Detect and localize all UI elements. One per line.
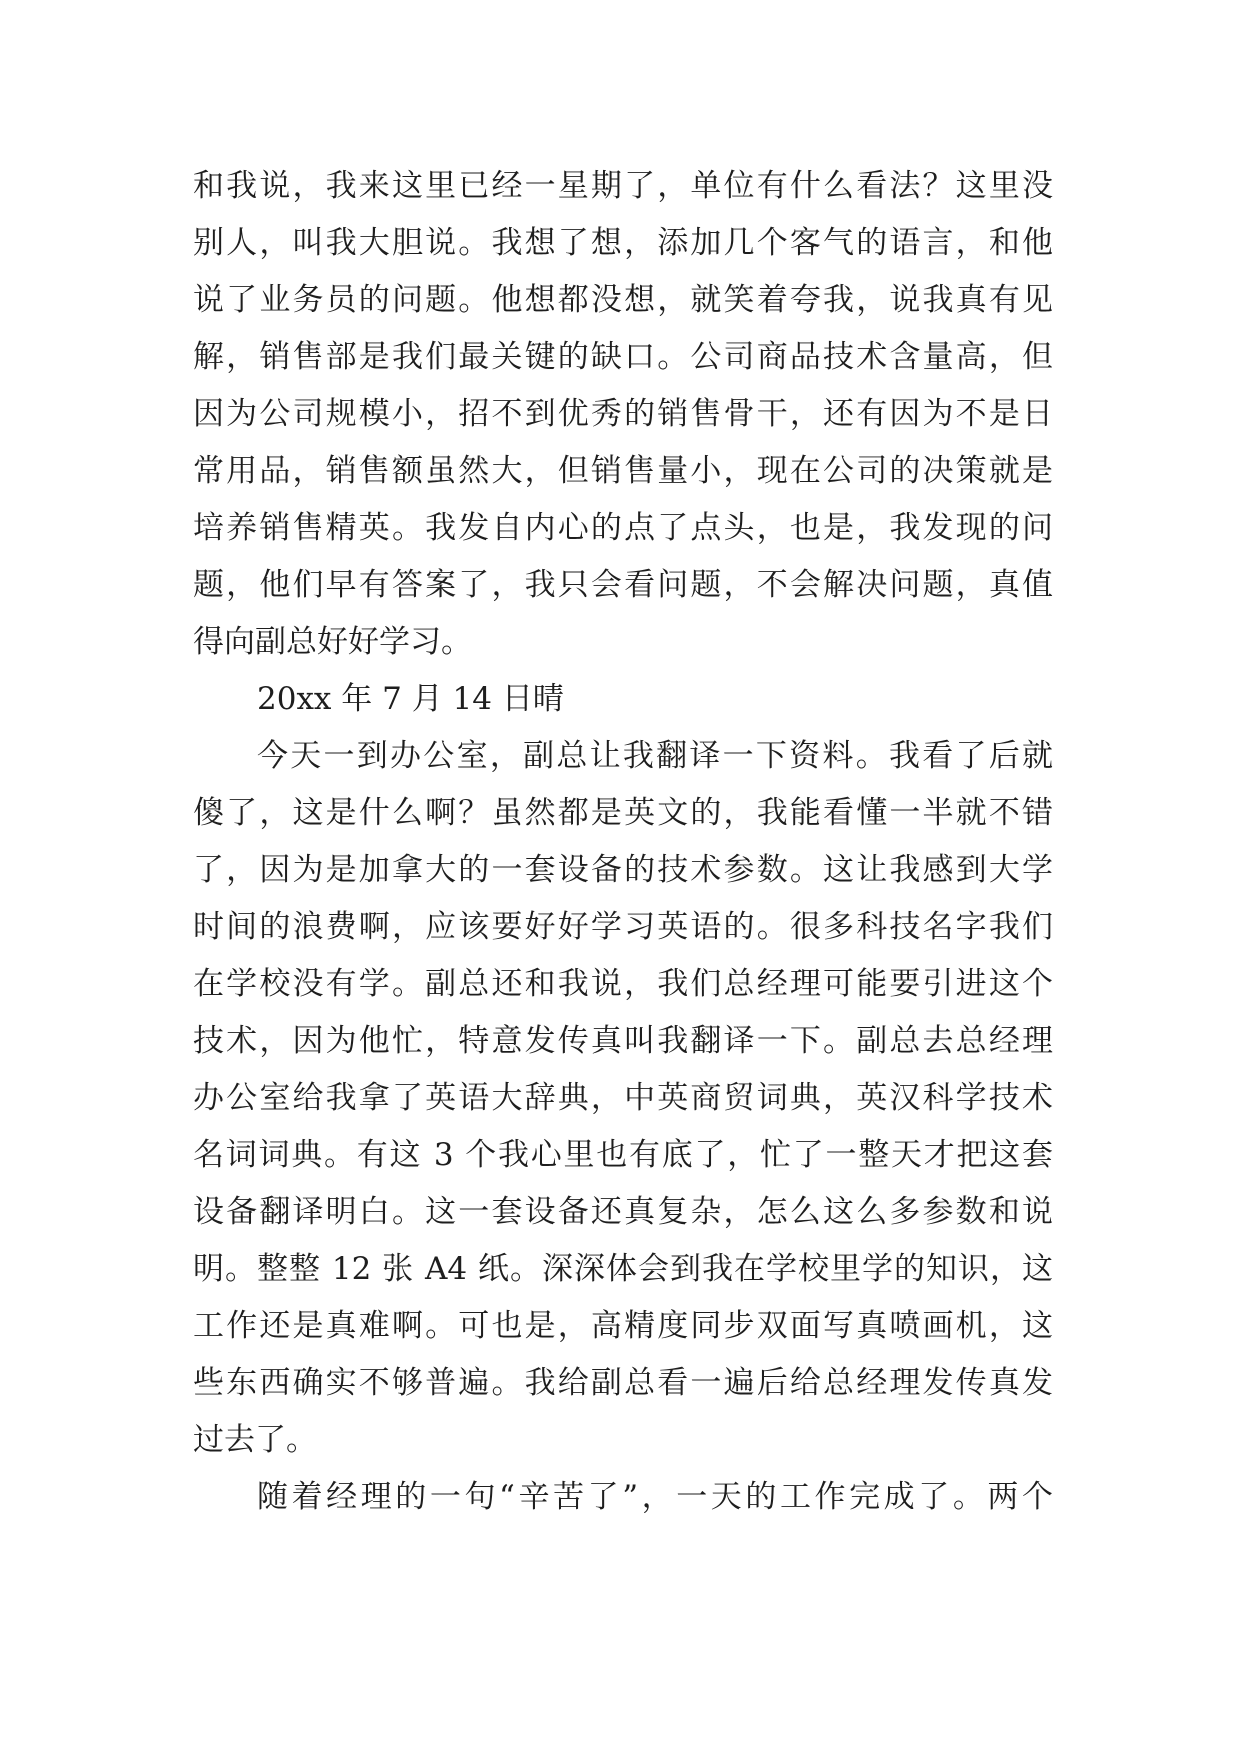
text-line: 些东西确实不够普遍。我给副总看一遍后给总经理发传真发 — [193, 1365, 1053, 1401]
text-line: 时间的浪费啊，应该要好好学习英语的。很多科技名字我们 — [193, 909, 1053, 945]
text-line: 办公室给我拿了英语大辞典，中英商贸词典，英汉科学技术 — [193, 1080, 1053, 1116]
text-line: 了，因为是加拿大的一套设备的技术参数。这让我感到大学 — [193, 852, 1053, 888]
document-body — [193, 158, 1053, 1526]
text-line: 明。整整 12 张 A4 纸。深深体会到我在学校里学的知识，这 — [193, 1251, 1053, 1287]
text-line: 名词词典。有这 3 个我心里也有底了，忙了一整天才把这套 — [193, 1137, 1053, 1173]
text-line: 今天一到办公室，副总让我翻译一下资料。我看了后就 — [257, 738, 1053, 774]
text-line: 工作还是真难啊。可也是，高精度同步双面写真喷画机，这 — [193, 1308, 1053, 1344]
text-line: 在学校没有学。副总还和我说，我们总经理可能要引进这个 — [193, 966, 1053, 1002]
text-line: 因为公司规模小，招不到优秀的销售骨干，还有因为不是日 — [193, 396, 1053, 432]
date-line: 20xx 年 7 月 14 日晴 — [257, 681, 564, 717]
text-line: 设备翻译明白。这一套设备还真复杂，怎么这么多参数和说 — [193, 1194, 1053, 1230]
text-line: 随着经理的一句“辛苦了”，一天的工作完成了。两个 — [257, 1479, 1053, 1515]
text-line: 说了业务员的问题。他想都没想，就笑着夸我，说我真有见 — [193, 282, 1053, 318]
text-line: 过去了。 — [193, 1422, 317, 1458]
text-line: 技术，因为他忙，特意发传真叫我翻译一下。副总去总经理 — [193, 1023, 1053, 1059]
text-line: 常用品，销售额虽然大，但销售量小，现在公司的决策就是 — [193, 453, 1053, 489]
text-line: 得向副总好好学习。 — [193, 624, 472, 660]
text-line: 别人，叫我大胆说。我想了想，添加几个客气的语言，和他 — [193, 225, 1053, 261]
text-line: 题，他们早有答案了，我只会看问题，不会解决问题，真值 — [193, 567, 1053, 603]
text-line: 培养销售精英。我发自内心的点了点头，也是，我发现的问 — [193, 510, 1053, 546]
text-line: 解，销售部是我们最关键的缺口。公司商品技术含量高，但 — [193, 339, 1053, 375]
text-line: 和我说，我来这里已经一星期了，单位有什么看法？这里没 — [193, 168, 1053, 204]
text-line: 傻了，这是什么啊？虽然都是英文的，我能看懂一半就不错 — [193, 795, 1053, 831]
